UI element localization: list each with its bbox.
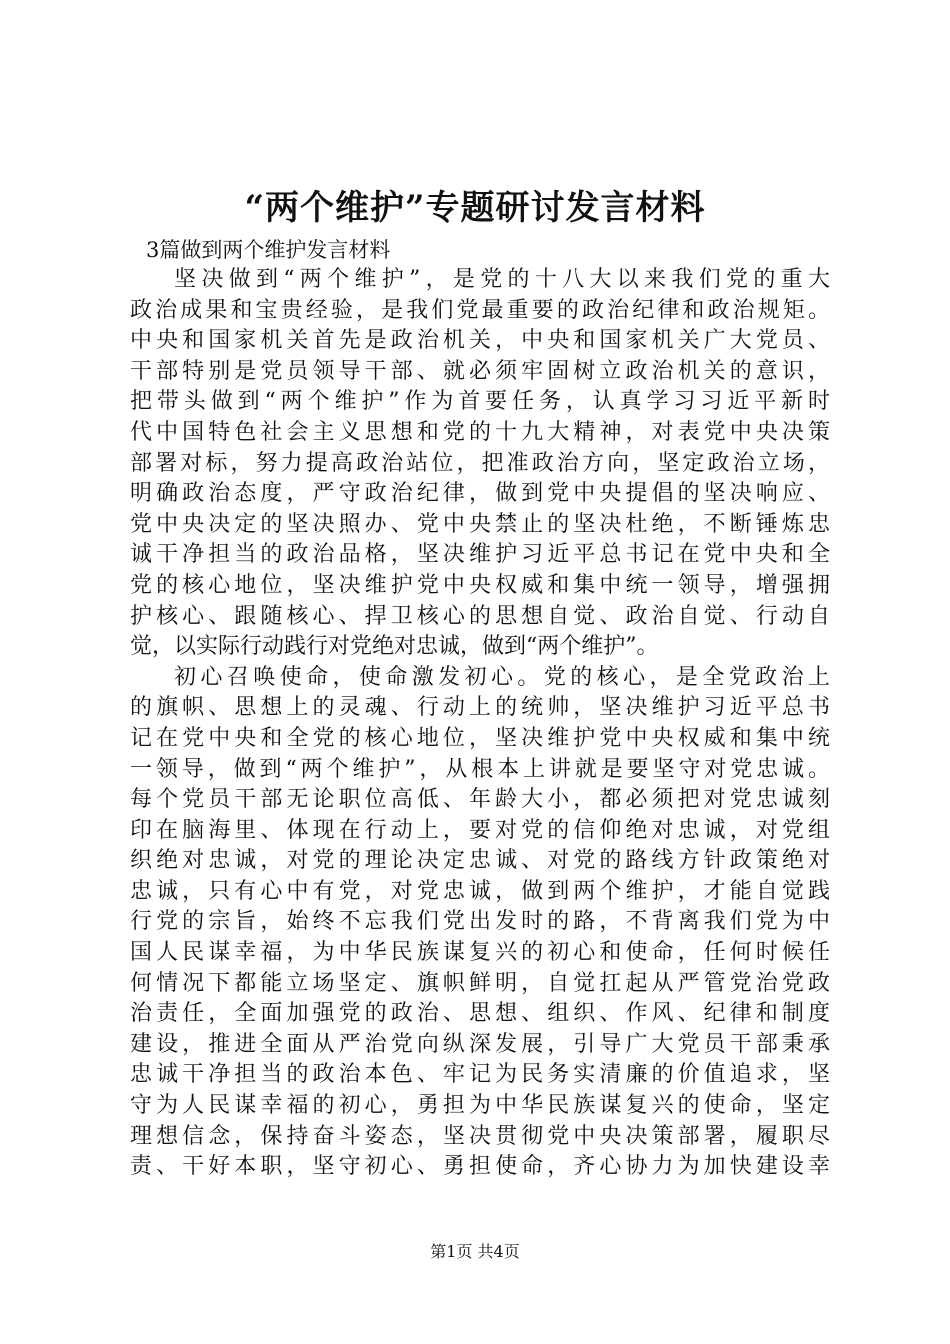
paragraph-2-line: 责、干好本职，坚守初心、勇担使命，齐心协力为加快建设幸: [130, 1154, 830, 1180]
paragraph-2-line: 印在脑海里、体现在行动上，要对党的信仰绝对忠诚，对党组: [130, 817, 830, 843]
paragraph-1-line: 干部特别是党员领导干部、就必须牢固树立政治机关的意识，: [130, 358, 830, 384]
paragraph-1-line: 护核心、跟随核心、捍卫核心的思想自觉、政治自觉、行动自: [130, 603, 830, 629]
paragraph-1-line: 中央和国家机关首先是政治机关，中央和国家机关广大党员、: [130, 328, 830, 354]
paragraph-1-line: 代中国特色社会主义思想和党的十九大精神，对表党中央决策: [130, 419, 830, 445]
document-subtitle: 3篇做到两个维护发言材料: [146, 238, 391, 262]
paragraph-2-line: 行党的宗旨，始终不忘我们党出发时的路，不背离我们党为中: [130, 909, 830, 935]
paragraph-1-line: 诚干净担当的政治品格，坚决维护习近平总书记在党中央和全: [130, 542, 830, 568]
paragraph-2-line: 每个党员干部无论职位高低、年龄大小，都必须把对党忠诚刻: [130, 787, 830, 813]
paragraph-2-line: 记在党中央和全党的核心地位，坚决维护党中央权威和集中统: [130, 725, 830, 751]
paragraph-2-line: 何情况下都能立场坚定、旗帜鲜明，自觉扛起从严管党治党政: [130, 970, 830, 996]
document-title: “两个维护”专题研讨发言材料: [244, 188, 706, 228]
paragraph-1-line: 明确政治态度，严守政治纪律，做到党中央提倡的坚决响应、: [130, 481, 830, 507]
paragraph-1-line: 部署对标，努力提高政治站位，把准政治方向，坚定政治立场，: [130, 450, 830, 476]
document-body: [130, 265, 830, 1183]
paragraph-1-line: 党的核心地位，坚决维护党中央权威和集中统一领导，增强拥: [130, 572, 830, 598]
paragraph-1-line: 把带头做到“两个维护”作为首要任务，认真学习习近平新时: [130, 389, 830, 415]
paragraph-1-line: 坚决做到“两个维护”，是党的十八大以来我们党的重大: [174, 267, 830, 292]
paragraph-2-line: 的旗帜、思想上的灵魂、行动上的统帅，坚决维护习近平总书: [130, 695, 830, 721]
paragraph-2-line: 守为人民谋幸福的初心，勇担为中华民族谋复兴的使命，坚定: [130, 1093, 830, 1119]
paragraph-2-line: 织绝对忠诚，对党的理论决定忠诚、对党的路线方针政策绝对: [130, 848, 830, 874]
paragraph-1-line: 政治成果和宝贵经验，是我们党最重要的政治纪律和政治规矩。: [130, 297, 830, 323]
paragraph-2-line: 一领导，做到“两个维护”，从根本上讲就是要坚守对党忠诚。: [130, 756, 830, 782]
paragraph-2-line: 国人民谋幸福，为中华民族谋复兴的初心和使命，任何时候任: [130, 940, 830, 966]
paragraph-2-line: 初心召唤使命，使命激发初心。党的核心，是全党政治上: [174, 664, 830, 690]
paragraph-2-line: 治责任，全面加强党的政治、思想、组织、作风、纪律和制度: [130, 1001, 830, 1027]
paragraph-2-line: 忠诚，只有心中有党，对党忠诚，做到两个维护，才能自觉践: [130, 878, 830, 904]
paragraph-2-line: 建设，推进全面从严治党向纵深发展，引导广大党员干部秉承: [130, 1031, 830, 1057]
paragraph-1-line: 觉，以实际行动践行对党绝对忠诚，做到“两个维护”。: [130, 634, 659, 660]
paragraph-1-line: 党中央决定的坚决照办、党中央禁止的坚决杜绝，不断锤炼忠: [130, 511, 830, 537]
paragraph-2-line: 忠诚干净担当的政治本色、牢记为民务实清廉的价值追求，坚: [130, 1062, 830, 1088]
paragraph-2-line: 理想信念，保持奋斗姿态，坚决贯彻党中央决策部署，履职尽: [130, 1123, 830, 1149]
page-footer: 第1页 共4页: [430, 1242, 520, 1261]
